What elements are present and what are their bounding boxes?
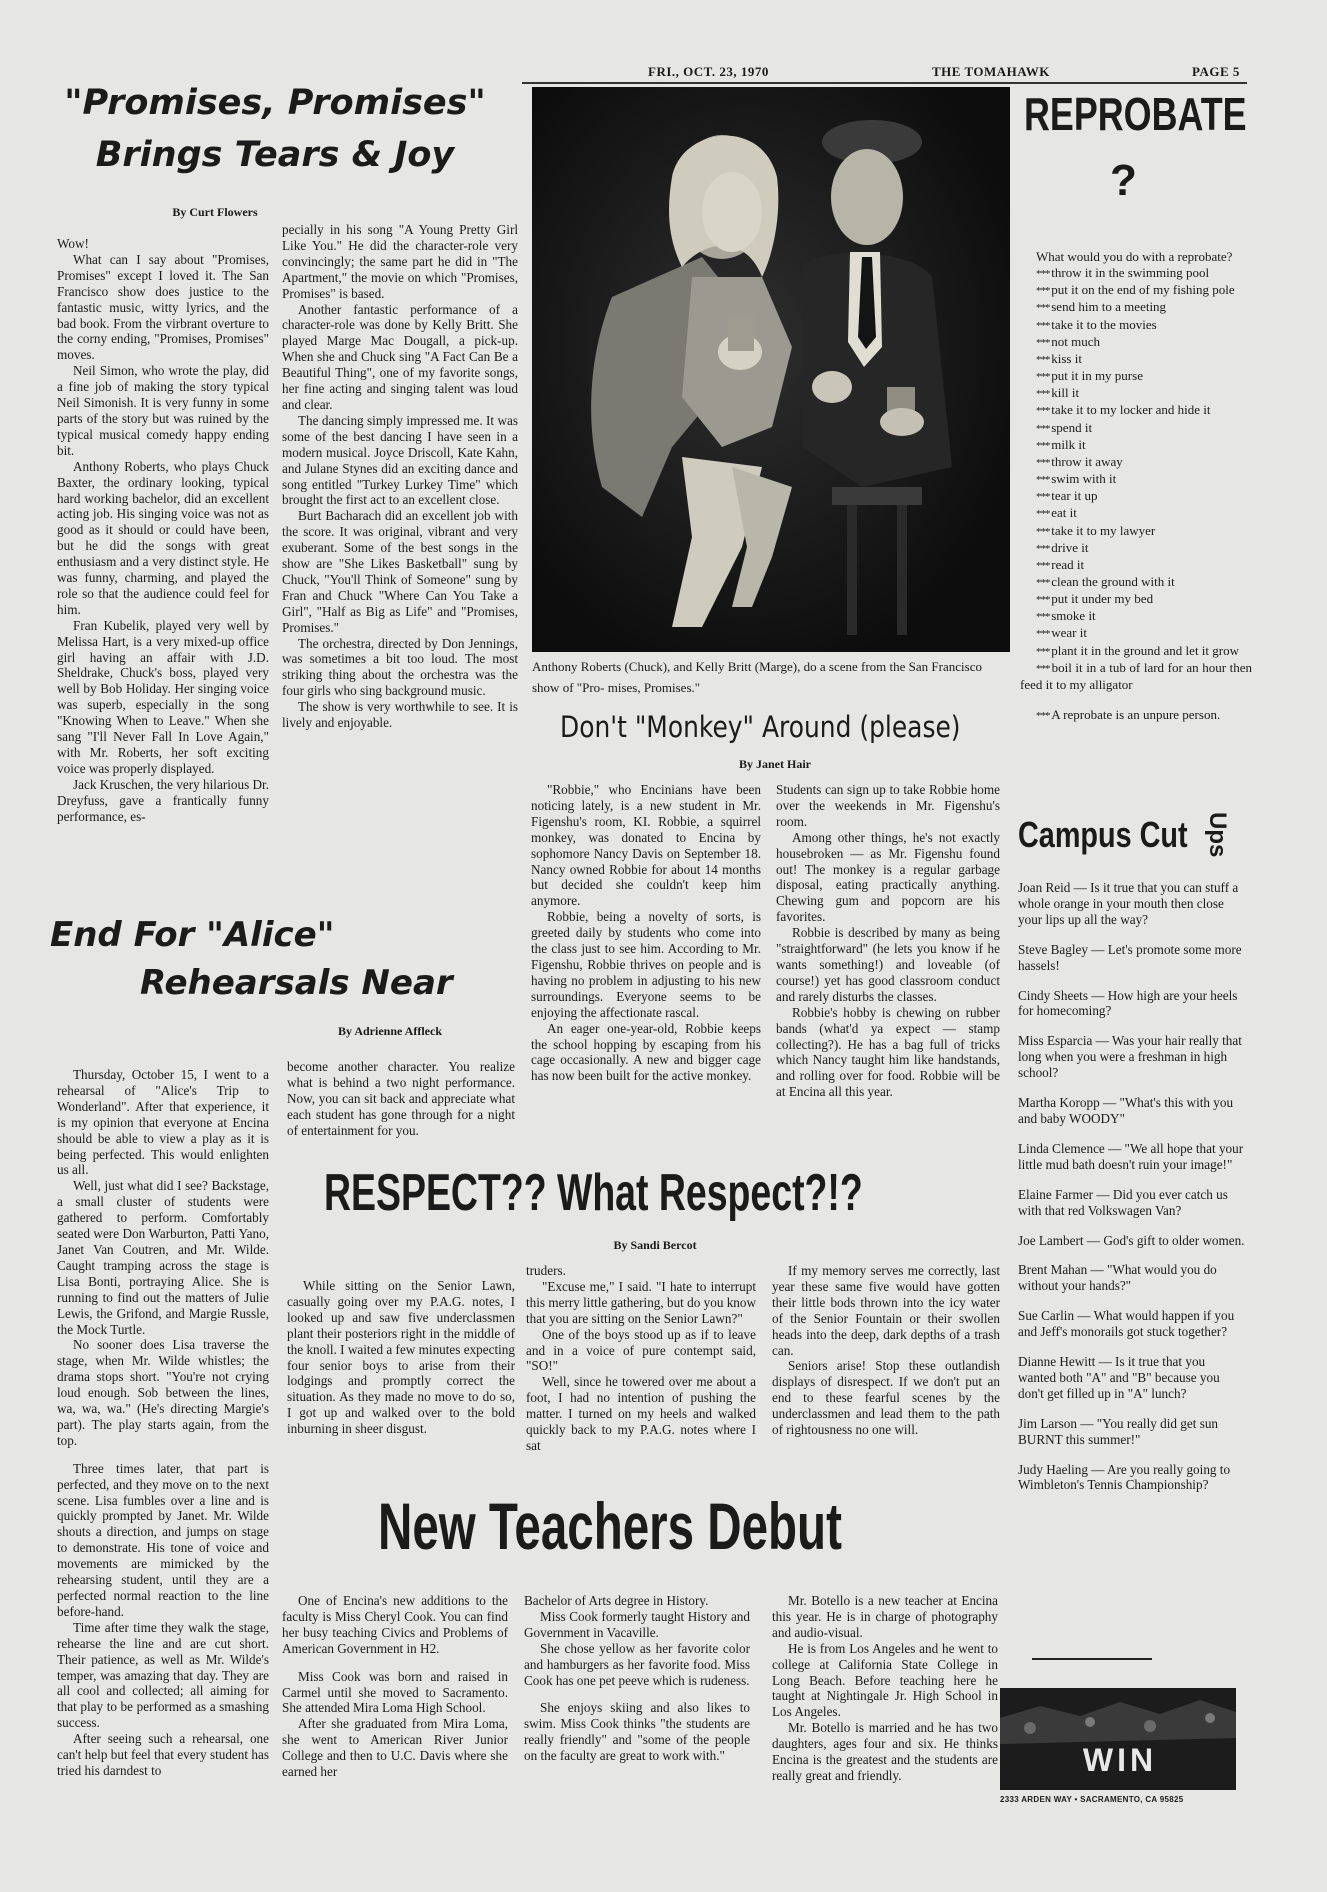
respect-column-1 <box>287 1278 515 1437</box>
reprobate-answer <box>1020 351 1252 368</box>
campus-cut-item: Miss Esparcia — Was your hair really that long when you were a freshman in high school? <box>1018 1033 1242 1081</box>
promises-paragraph: Fran Kubelik, played very well by Melissa Hart, is a very mixed-up office girl having an affair with J.D. Sheldrake, Chuck's boss, played very well by Bob Holiday. Her singing voice was superb, especially in the song "Knowing When to Leave." When she sang "I'll Never Fall In Love Again," with Mr. Roberts, her soft exciting voice was properly displayed. <box>57 617 269 776</box>
alice-paragraph: Well, just what did I see? Backstage, a small cluster of students were gathered to perform. Comfortably seated were Don Warburton, Patti Yano, Janet Van Coutren, and Mr. Wilde. Caught tramping across the stage is Lisa Bonti, portraying Alice. She is running to find out the matters of Julie Lewis, the Grifond, and Margie Russle, the Mock Turtle. <box>57 1178 269 1337</box>
respect-paragraph: "Excuse me," I said. "I hate to interrupt this merry little gathering, but do you know that you are sitting on the Senior Lawn?" <box>526 1278 757 1326</box>
photo-caption: Anthony Roberts (Chuck), and Kelly Britt (Marge), do a scene from the San Francisco show of "Pro- mises, Promises." <box>532 659 982 695</box>
reprobate-bullet: *** <box>1036 525 1052 538</box>
reprobate-closing <box>1020 707 1252 724</box>
reprobate-answer-text: wear it <box>1051 625 1087 641</box>
alice-paragraph: No sooner does Lisa traverse the stage, when Mr. Wilde whistles; the drama stops short. "You're not crying loud enough. Sob between the lines, wa, wa, wa." (He's directing Margie's part). The play starts again, from the top. <box>57 1337 269 1448</box>
alice-column-2 <box>287 1059 515 1139</box>
reprobate-bullet: *** <box>1036 353 1052 366</box>
promises-paragraph: Wow! <box>57 236 89 251</box>
teachers-column-1 <box>282 1593 508 1780</box>
reprobate-answer-text: boil it in a tub of lard for an hour then feed it to my alligator <box>1020 659 1253 692</box>
promises-headline-line1: "Promises, Promises" <box>64 83 486 123</box>
campus-cut-item: Joe Lambert — God's gift to older women. <box>1018 1232 1245 1248</box>
promises-paragraph: What can I say about "Promises, Promises" except I loved it. The San Francisco show does justice to the fantastic music, witty lyrics, and the bad book. From the virbrant overture to the corny ending, "Promises, Promises" moves. <box>57 251 269 363</box>
campus-cut-item: Brent Mahan — "What would you do without your hands?" <box>1018 1262 1217 1294</box>
reprobate-bullet: *** <box>1036 474 1052 487</box>
monkey-paragraph: "Robbie," who Encinians have been noticing lately, is a new student in Mr. Figenshu's room, KI. Robbie, a squirrel monkey, was donated to Encina by sophomore Nancy Davis on September 18. Nancy owned Robbie for about 14 months but decided she couldn't keep him anymore. <box>531 782 761 909</box>
promises-paragraph: Jack Kruschen, the very hilarious Dr. Dreyfuss, gave a frantically funny performance, es- <box>57 776 269 824</box>
respect-paragraph: truders. <box>526 1263 566 1278</box>
reprobate-answer <box>1020 317 1252 334</box>
promises-paragraph: pecially in his song "A Young Pretty Girl Like You." He did the character-role very convincingly; the same part he did in "The Apartment," the movie on which "Promises, Promises" is based. <box>282 222 518 301</box>
reprobate-answer <box>1020 505 1252 522</box>
issue-date: FRI., OCT. 23, 1970 <box>648 64 769 79</box>
campus-cut-list <box>1018 880 1246 1507</box>
reprobate-answer-text: spend it <box>1051 419 1093 435</box>
teachers-paragraph: After she graduated from Mira Loma, she went to American River Junior College and then to U.C. Davis where she earned her <box>282 1716 508 1780</box>
reprobate-answer-text: take it to my locker and hide it <box>1051 402 1211 418</box>
reprobate-answer-text: put it on the end of my fishing pole <box>1051 282 1235 298</box>
monkey-headline: Don't "Monkey" Around (please) <box>560 710 961 744</box>
respect-paragraph: If my memory serves me correctly, last year these same five would have gotten their little bods thrown into the icy water of the Senior Fountain or their swollen heads into the deep, dark depths of a trash can. <box>772 1263 1000 1358</box>
reprobate-answer <box>1020 299 1252 316</box>
promises-column-1 <box>57 236 269 825</box>
promises-paragraph: Burt Bacharach did an excellent job with the score. It was original, vibrant and very exuberant. Some of the best songs in the show are "She Likes Basketball" sung by Chuck, "You'll Think of Someone" sung by Fran and Chuck "Where Can You Take a Girl", "Half as Big as Life" and "Promises, Promises." <box>282 508 518 635</box>
promises-paragraph: The dancing simply impressed me. It was some of the best dancing I have seen in a modern musical. Joyce Driscoll, Kate Kahn, and Julane Stynes did an exciting dance and song entitled "Turkey Lurkey Time" which brought the first act to an excellent close. <box>282 412 518 508</box>
reprobate-answer-text: not much <box>1051 333 1100 349</box>
campus-cut-item: Steve Bagley — Let's promote some more hassels! <box>1018 941 1242 973</box>
reprobate-answer-text: put it under my bed <box>1051 591 1154 607</box>
monkey-paragraph: An eager one-year-old, Robbie keeps the school hopping by escaping from his cage occasionally. A new and bigger cage has now been built for the active monkey. <box>531 1020 761 1084</box>
campus-cut-item: Martha Koropp — "What's this with you and baby WOODY" <box>1018 1095 1234 1126</box>
campus-cut-item: Judy Haeling — Are you really going to Wimbleton's Tennis Championship? <box>1018 1461 1231 1493</box>
teachers-paragraph: Mr. Botello is a new teacher at Encina this year. He is in charge of photography and audio-visual. <box>772 1593 998 1640</box>
respect-paragraph: While sitting on the Senior Lawn, casually going over my P.A.G. notes, I looked up and saw five underclassmen plant their posteriors right in the middle of the knoll. I waited a few minutes expecting four senior boys to arise from their lodgings and promptly correct the situation. As they made no move to do so, I got up and walked over to the bold inburning in sheer disgust. <box>287 1278 515 1437</box>
respect-paragraph: Well, since he towered over me about a foot, I had no intention of pushing the matter. I turned on my heels and walked quickly back to my P.A.G. notes where I sat <box>526 1374 756 1453</box>
reprobate-answer-text: swim with it <box>1051 471 1117 487</box>
teachers-paragraph: He is from Los Angeles and he went to college at California State College in Long Beach. Before teaching here he taught at Nightingale Jr. High School in Los Angeles. <box>772 1640 998 1720</box>
reprobate-answer <box>1020 643 1252 660</box>
teachers-paragraph: Miss Cook formerly taught History and Government in Vacaville. <box>524 1608 750 1640</box>
campus-end-rule <box>1032 1658 1152 1660</box>
respect-paragraph: Seniors arise! Stop these outlandish displays of disrespect. If we don't put an end to these fearful scenes by the underclassmen and lead them to the path of rightousness no one will. <box>772 1358 1000 1438</box>
reprobate-question-mark: ? <box>1110 156 1137 205</box>
reprobate-bullet: *** <box>1036 491 1052 504</box>
alice-paragraph: Three times later, that part is perfected, and they move on to the next scene. Lisa fumbles over a line and is quickly prompted by Janet. Mr. Wilde shouts a direction, and jumps on stage to demonstrate. His tone of voice and movements are mimicked by the rehearsing student, until they are a perfected normal reaction to the line before-hand. <box>57 1460 269 1619</box>
reprobate-bullet: *** <box>1036 645 1052 658</box>
campus-cut-item: Sue Carlin — What would happen if you and Jeff's monorails got stuck together? <box>1018 1308 1235 1340</box>
reprobate-closing-text: A reprobate is an unpure person. <box>1051 707 1221 723</box>
monkey-paragraph: Robbie is described by many as being "straightforward" (he lets you know if he wants something!) and loveable (of course!) yet has good classroom conduct and rarely disturbs the classes. <box>776 925 1000 1004</box>
reprobate-answer <box>1020 385 1252 402</box>
promises-byline: By Curt Flowers <box>172 205 258 219</box>
reprobate-answer-text: kill it <box>1051 385 1080 401</box>
campus-cut-item: Cindy Sheets — How high are your heels for homecoming? <box>1018 987 1238 1019</box>
reprobate-answer <box>1020 334 1252 351</box>
reprobate-answer-text: put it in my purse <box>1051 368 1143 384</box>
reprobate-answer <box>1020 523 1252 540</box>
reprobate-bullet: *** <box>1036 439 1052 452</box>
reprobate-answer <box>1020 368 1252 385</box>
header-rule <box>522 82 1247 84</box>
alice-paragraph: become another character. You realize what is behind a two night performance. Now, you can sit back and appreciate what each student has gone through for a night of entertainment for you. <box>287 1059 515 1138</box>
reprobate-answer-text: throw it away <box>1051 453 1123 469</box>
reprobate-answer <box>1020 625 1252 642</box>
teachers-paragraph: Bachelor of Arts degree in History. <box>524 1593 709 1608</box>
campus-cut-item: Joan Reid — Is it true that you can stuff a whole orange in your mouth then close your lips up all the way? <box>1018 880 1239 927</box>
reprobate-answer <box>1020 608 1252 625</box>
reprobate-bullet: *** <box>1036 508 1052 521</box>
campus-cut-headline: Campus Cut <box>1018 814 1188 855</box>
campus-cut-item: Elaine Farmer — Did you ever catch us with that red Volkswagen Van? <box>1018 1186 1228 1218</box>
reprobate-answer <box>1020 265 1252 282</box>
reprobate-answer-text: milk it <box>1051 436 1086 452</box>
reprobate-answer-text: tear it up <box>1051 488 1098 504</box>
reprobate-answer <box>1020 591 1252 608</box>
monkey-column-1 <box>531 782 761 1084</box>
reprobate-answer <box>1020 420 1252 437</box>
reprobate-answer-text: drive it <box>1051 539 1089 555</box>
advertisement-banner <box>1000 1688 1236 1790</box>
reprobate-bullet: *** <box>1036 594 1052 607</box>
reprobate-answer <box>1020 437 1252 454</box>
reprobate-answer <box>1020 540 1252 557</box>
alice-paragraph: Thursday, October 15, I went to a rehearsal of "Alice's Trip to Wonderland". After that experience, it is my opinion that everyone at Encina should be able to view a play as it is being perfected. This would enlighten us all. <box>57 1067 269 1178</box>
reprobate-answer-text: take it to the movies <box>1051 316 1157 332</box>
promises-paragraph: The orchestra, directed by Don Jennings, was sometimes a bit too loud. The most striking thing about the orchestra was the four girls who sing background music. <box>282 635 518 699</box>
respect-headline: RESPECT?? What Respect?!? <box>324 1164 863 1222</box>
reprobate-answer-text: read it <box>1051 556 1085 572</box>
promises-paragraph: Another fantastic performance of a character-role was done by Kelly Britt. She played Marge Mac Dougall, a pick-up. When she and Chuck sing "A Fact Can Be a Beautiful Thing", one of my favorite songs, her fine acting and singing talent was loud and clear. <box>282 301 518 412</box>
reprobate-bullet: *** <box>1036 285 1052 298</box>
teachers-paragraph: She chose yellow as her favorite color and hamburgers as her favorite food. Miss Cook has one pet peeve which is rudeness. <box>524 1640 750 1688</box>
teachers-paragraph: She enjoys skiing and also likes to swim. Miss Cook thinks "the students are really friendly" and "some of the people on the faculty are great to work with." <box>524 1700 750 1764</box>
reprobate-list <box>1020 249 1252 724</box>
reprobate-intro: What would you do with a reprobate? <box>1036 249 1233 264</box>
alice-paragraph: After seeing such a rehearsal, one can't help but feel that every student has tried his darndest to <box>57 1731 269 1778</box>
reprobate-bullet: *** <box>1036 628 1052 641</box>
teachers-paragraph: Miss Cook was born and raised in Carmel until she moved to Sacramento. She attended Mira Loma High School. <box>282 1668 508 1716</box>
reprobate-answer-text: send him to a meeting <box>1051 299 1167 315</box>
reprobate-bullet: *** <box>1036 336 1052 349</box>
reprobate-bullet: *** <box>1036 576 1052 589</box>
teachers-column-3 <box>772 1593 998 1784</box>
reprobate-answer-text: take it to my lawyer <box>1051 522 1156 538</box>
monkey-paragraph: Students can sign up to take Robbie home over the weekends in Mr. Figenshu's room. <box>776 782 1000 829</box>
reprobate-bullet: *** <box>1036 710 1052 723</box>
alice-byline: By Adrienne Affleck <box>338 1024 442 1038</box>
reprobate-bullet: *** <box>1036 422 1052 435</box>
reprobate-bullet: *** <box>1036 456 1052 469</box>
reprobate-answer <box>1020 454 1252 471</box>
promises-paragraph: Anthony Roberts, who plays Chuck Baxter, the ordinary looking, typical hard working bachelor, did an excellent acting job. His singing voice was not as good as it should or could have been, but he did the songs with great enthusiasm and a very distinct style. He was funny, charming, and played the role so that the audience could feel for him. <box>57 458 269 617</box>
campus-cut-item: Dianne Hewitt — Is it true that you wanted both "A" and "B" because you don't get filled up in "A" lunch? <box>1018 1354 1220 1401</box>
reprobate-answer <box>1020 488 1252 505</box>
teachers-paragraph: Mr. Botello is married and he has two daughters, ages four and six. He thinks Encina is the greatest and the students are really great and friendly. <box>772 1720 998 1783</box>
scene-photo <box>532 87 1010 652</box>
reprobate-answer <box>1020 574 1252 591</box>
reprobate-bullet: *** <box>1036 319 1052 332</box>
campus-cut-item: Linda Clemence — "We all hope that your little mud bath doesn't ruin your image!" <box>1018 1140 1244 1172</box>
monkey-paragraph: Robbie, being a novelty of sorts, is greeted daily by students who come into the class just to see him. According to Mr. Figenshu, Robbie thrives on people and is having no problem in adjusting to his new surroundings. Everyone seems to be enjoying the affectionate rascal. <box>531 909 761 1020</box>
respect-paragraph: One of the boys stood up as if to leave and in a voice of pure contempt said, "SO!" <box>526 1326 756 1374</box>
reprobate-bullet: *** <box>1036 542 1052 555</box>
reprobate-answer <box>1020 282 1252 299</box>
page-number: PAGE 5 <box>1192 64 1240 79</box>
reprobate-answer-text: kiss it <box>1051 350 1082 366</box>
teachers-column-2 <box>524 1593 750 1764</box>
promises-paragraph: The show is very worthwhile to see. It is lively and enjoyable. <box>282 699 518 731</box>
reprobate-bullet: *** <box>1036 559 1052 572</box>
teachers-paragraph: One of Encina's new additions to the faculty is Miss Cheryl Cook. You can find her busy teaching Civics and Problems of American Government in H2. <box>282 1593 508 1656</box>
campus-ups-vertical: Ups <box>1204 812 1231 858</box>
monkey-paragraph: Among other things, he's not exactly housebroken — as Mr. Figenshu found out! The monkey is a regular garbage disposal, eating practically anything. Chewing gum and popcorn are his favorites. <box>776 829 1000 925</box>
reprobate-answer-text: eat it <box>1051 505 1077 521</box>
respect-byline: By Sandi Bercot <box>613 1238 697 1252</box>
monkey-paragraph: Robbie's hobby is chewing on rubber bands (what'd ya expect — stamp collecting?). He has a bag full of tricks which Nancy taught him like handstands, and rolling over for food. Robbie will be at Encina all this year. <box>776 1004 1000 1100</box>
promises-paragraph: Neil Simon, who wrote the play, did a fine job of making the story typical Neil Simonish. It is very funny in some parts of the story but was ruined by the typical musical comedy happy ending bit. <box>57 363 269 458</box>
respect-column-2 <box>526 1263 756 1454</box>
reprobate-bullet: *** <box>1036 268 1052 281</box>
reprobate-answer-text: throw it in the swimming pool <box>1051 265 1210 281</box>
promises-column-2 <box>282 222 518 731</box>
reprobate-answer-text: clean the ground with it <box>1051 573 1175 589</box>
reprobate-answer <box>1020 557 1252 574</box>
alice-column-1 <box>57 1067 269 1779</box>
reprobate-headline: REPROBATE <box>1024 88 1247 140</box>
reprobate-answer <box>1020 660 1252 693</box>
promises-headline-line2: Brings Tears & Joy <box>95 135 455 175</box>
reprobate-bullet: *** <box>1036 388 1052 401</box>
alice-headline-line2: Rehearsals Near <box>140 963 453 1003</box>
reprobate-bullet: *** <box>1036 611 1052 624</box>
advertisement-address: 2333 ARDEN WAY • SACRAMENTO, CA 95825 <box>1000 1795 1184 1804</box>
reprobate-bullet: *** <box>1036 662 1052 675</box>
respect-column-3 <box>772 1263 1000 1438</box>
alice-headline-line1: End For "Alice" <box>50 915 335 955</box>
reprobate-answer <box>1020 471 1252 488</box>
reprobate-answer <box>1020 402 1252 419</box>
monkey-column-2 <box>776 782 1000 1100</box>
monkey-byline: By Janet Hair <box>739 757 811 771</box>
reprobate-answer-text: plant it in the ground and let it grow <box>1051 642 1239 658</box>
advertisement-logo: WIN <box>1082 1742 1158 1778</box>
paper-name: THE TOMAHAWK <box>932 64 1050 79</box>
reprobate-bullet: *** <box>1036 405 1052 418</box>
reprobate-answer-text: smoke it <box>1051 608 1096 624</box>
campus-cut-item: Jim Larson — "You really did get sun BURNT this summer!" <box>1018 1415 1219 1447</box>
reprobate-bullet: *** <box>1036 302 1052 315</box>
reprobate-bullet: *** <box>1036 371 1052 384</box>
alice-paragraph: Time after time they walk the stage, rehearse the line and are cut short. Their patience, as well as Mr. Wilde's temper, was amazing that day. They are all cool and collected; all aiming for that play to be performed as a smashing success. <box>57 1619 269 1731</box>
teachers-headline: New Teachers Debut <box>378 1489 842 1563</box>
